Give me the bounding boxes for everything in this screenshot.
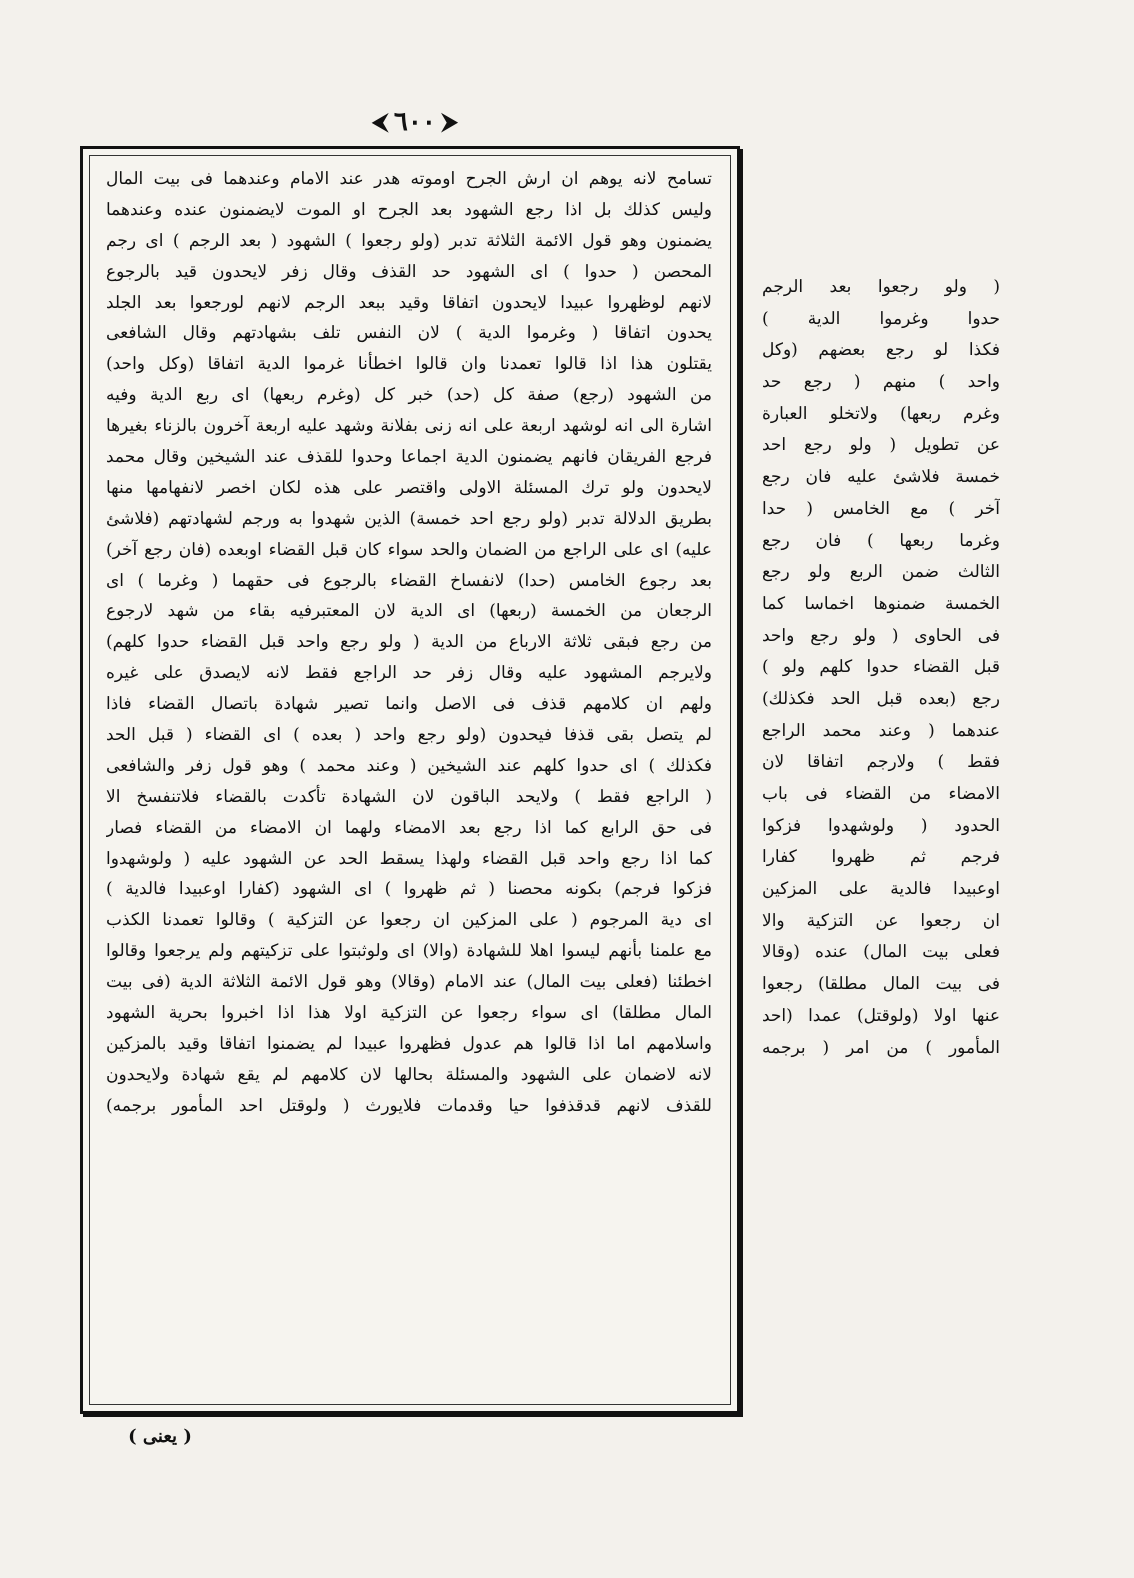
main-text-line: الرجعان من الخمسة (ربعها) اى الدية لان المعتبرفيه بقاء من شهد لارجوع — [106, 601, 712, 622]
main-text-line: من الشهود (رجع) صفة كل (حد) خبر كل (وغرم ربعها) اى ربع الدية وفيه — [106, 385, 712, 406]
margin-text-line: رجع (بعده قبل الحد فكذلك) — [762, 688, 1000, 709]
margin-text-line: فرجم ثم ظهروا كفارا — [762, 847, 1000, 868]
margin-text-line: فى بيت المال مطلقا) رجعوا — [762, 974, 1000, 995]
margin-text-line: فى الحاوى ( ولو رجع واحد — [762, 625, 1000, 646]
margin-text-line: الامضاء من القضاء فى باب — [762, 784, 1000, 804]
main-text-line: ولايرجم المشهود عليه وقال زفر حد الراجع فقط لانه لايصدق على غيره — [106, 663, 712, 684]
main-text-line: لانه لاضمان على الشهود والمسئلة بحالها لان كلامهم لم يقع شهادة ولايحدون — [106, 1064, 712, 1085]
margin-text-line: الثالث ضمن الربع ولو رجع — [762, 562, 1000, 583]
main-text-line: لايحدون ولو ترك المسئلة الاولى واقتصر على هذه لكان اخصر لانفهامها منها — [106, 477, 712, 498]
main-text-line: من رجع فبقى ثلاثة الارباع من الدية ( ولو رجع واحد قبل القضاء حدوا كلهم) — [106, 632, 712, 653]
main-text-line: المال مطلقا) اى سواء رجعوا عن التزكية اولا هذا اذا اخبروا بحرية الشهود — [106, 1003, 712, 1024]
margin-text-line: اوعبيدا فالدية على المزكين — [762, 879, 1000, 900]
main-text-line: اى دية المرجوم ( على المزكين ان رجعوا عن التزكية ) وقالوا تعمدنا الكذب — [106, 910, 712, 931]
main-text-line: بطريق الدلالة تدبر (ولو رجع احد خمسة) الذين شهدوا به ورجم لشهادتهم (فلاشئ — [106, 508, 712, 529]
main-text-line: لانهم لوظهروا عبيدا لايحدون اتفاقا وقيد ببعد الرجم لانهم لورجعوا بعد الجلد — [106, 292, 712, 313]
ornament-right-icon: ⮞ — [441, 109, 458, 135]
margin-text-line: ان رجعوا عن التزكية والا — [762, 910, 1000, 931]
main-text-line: يضمنون وهو قول الائمة الثلاثة تدبر (ولو رجعوا ) الشهود ( بعد الرجم ) اى رجم — [106, 230, 712, 251]
main-text-line: لم يتصل بقى قذفا فيحدون (ولو رجع واحد ( بعده ) اى القضاء ( قبل الحد — [106, 725, 712, 746]
main-text-line: مع علمنا بأنهم ليسوا اهلا للشهادة (والا) اى ولوثبتوا على تزكيتهم ولم يرجعوا وقالوا — [106, 941, 712, 962]
margin-text-line: وغرما ربعها ) فان رجع — [762, 530, 1000, 551]
main-text-line: واسلامهم اما اذا قالوا هم عدول فظهروا عبيدا لم يضمنوا اتفاقا وقيد بالمزكين — [106, 1033, 712, 1054]
main-text-line: فرجع الفريقان فانهم يضمنون الدية اجماعا وحدوا للقذف عند الشيخين وقال محمد — [106, 447, 712, 468]
margin-text-line: ( ولو رجعوا بعد الرجم — [762, 277, 1000, 297]
main-text-line: المحصن ( حدوا ) اى الشهود حد القذف وقال زفر لايحدون قيد بالرجوع — [106, 261, 712, 282]
margin-text-line: واحد ) منهم ( رجع حد — [762, 372, 1000, 393]
margin-text-line: فكذا لو رجع بعضهم (وكل — [762, 340, 1000, 361]
main-text-line: اخطئنا (فعلى بيت المال) عند الامام (وقالا) وهو قول الائمة الثلاثة الدية (فى بيت — [106, 972, 712, 993]
main-text-line: ( الراجع فقط ) ولايحد الباقون لان الشهادة تأكدت بالقضاء فلاتنفسخ الا — [106, 786, 712, 807]
margin-commentary — [762, 272, 1000, 1064]
main-text-line: كما اذا رجع واحد قبل القضاء ولهذا يسقط الحد عن الشهود عليه ( ولوشهدوا — [106, 848, 712, 869]
margin-text-line: فقط ) ولارجم اتفاقا لان — [762, 752, 1000, 773]
main-text-line: يحدون اتفاقا ( وغرموا الدية ) لان النفس تلف بشهادتهم وقال الشافعى — [106, 323, 712, 344]
main-text-line: وليس كذلك بل اذا رجع الشهود بعد الجرح او الموت لايضمنون عنده وعندهما — [106, 199, 712, 220]
margin-text-line: عن تطويل ( ولو رجع احد — [762, 435, 1000, 456]
margin-text-line: خمسة فلاشئ عليه فان رجع — [762, 467, 1000, 488]
margin-text-line: قبل القضاء حدوا كلهم ولو ) — [762, 657, 1000, 678]
page-number — [330, 104, 500, 140]
main-text-line: فى حق الرابع كما اذا رجع بعد الامضاء ولهما ان الامضاء من القضاء فصار — [106, 817, 712, 838]
page-number-value: ٦٠٠ — [393, 107, 436, 137]
main-text-line: ولهم ان كلامهم قذف فى الاصل وانما تصير شهادة باتصال القضاء فاذا — [106, 694, 712, 715]
margin-text-line: فعلى بيت المال) عنده (وقالا — [762, 942, 1000, 963]
margin-text-line: المأمور ) من امر ( برجمه — [762, 1037, 1000, 1058]
margin-text-line: وغرم ربعها) ولاتخلو العبارة — [762, 403, 1000, 424]
main-text-line: فكذلك ) اى حدوا كلهم عند الشيخين ( وعند محمد ) وهو قول زفر والشافعى — [106, 755, 712, 776]
main-text-line: عليه) اى على الراجع من الضمان والحد سواء كان قبل القضاء اوبعده (فان رجع آخر) — [106, 539, 712, 560]
main-text-body — [89, 155, 731, 1405]
margin-text-line: عنها اولا (ولوقتل) عمدا (احد — [762, 1005, 1000, 1026]
margin-text-line: الحدود ( ولوشهدوا فزكوا — [762, 815, 1000, 836]
main-text-line: تسامح لانه يوهم ان ارش الجرح اوموته هدر عند الامام وعندهما فى بيت المال — [106, 169, 712, 189]
catchword: ( يعنى ) — [128, 1426, 192, 1447]
main-text-frame — [80, 146, 740, 1414]
margin-text-line: حدوا وغرموا الدية ) — [762, 308, 1000, 329]
main-text-line: فزكوا فرجم) بكونه محصنا ( ثم ظهروا ) اى الشهود (كفارا اوعبيدا فالدية ) — [106, 879, 712, 900]
main-text-line: يقتلون هذا اذا قالوا تعمدنا وان قالوا اخطأنا غرموا الدية اتفاقا (وكل واحد) — [106, 354, 712, 375]
margin-text-line: عندهما ( وعند محمد الراجع — [762, 720, 1000, 741]
main-text-line: بعد رجوع الخامس (حدا) لانفساخ القضاء بالرجوع فى حقهما ( وغرما ) اى — [106, 570, 712, 591]
ornament-left-icon: ⮜ — [372, 109, 388, 135]
margin-text-line: آخر ) مع الخامس ( حدا — [762, 498, 1000, 519]
margin-text-line: الخمسة ضمنوها اخماسا كما — [762, 593, 1000, 614]
main-text-line: للقذف لانهم قدقذفوا حيا وقدمات فلايورث ( ولوقتل احد المأمور برجمه) — [106, 1095, 712, 1116]
main-text-line: اشارة الى انه لوشهد اربعة على انه زنى بفلانة وشهد عليه اربعة آخرون بالزناء بغيرها — [106, 416, 712, 437]
